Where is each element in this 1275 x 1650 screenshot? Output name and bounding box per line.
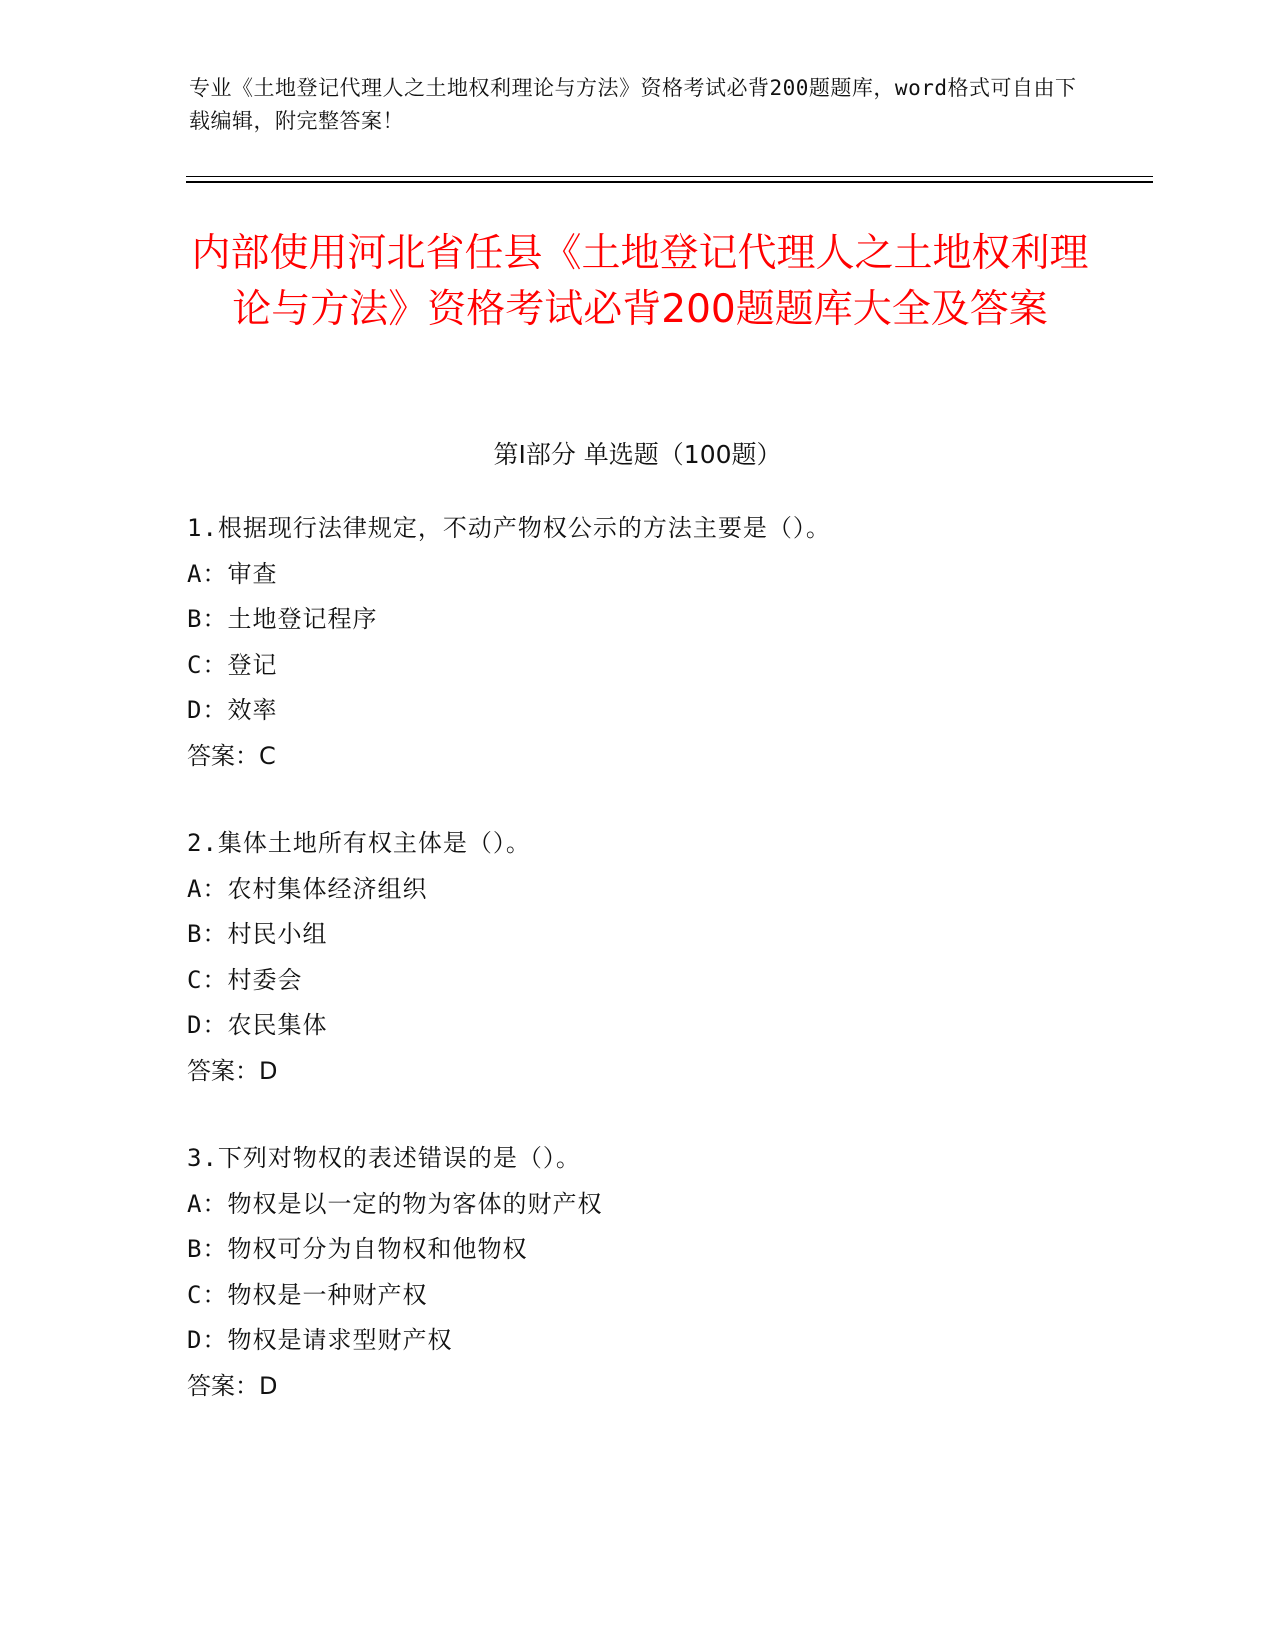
option-a: A：物权是以一定的物为客体的财产权 (187, 1189, 603, 1218)
option-a: A：农村集体经济组织 (187, 874, 428, 903)
question-stem: 3.下列对物权的表述错误的是（）。 (187, 1144, 581, 1172)
header-rule-thick (186, 181, 1153, 183)
option-d: D：效率 (187, 696, 278, 724)
question-block-1 (187, 506, 1087, 779)
header-rule-thin (186, 176, 1153, 177)
answer-line: 答案：D (187, 1371, 278, 1400)
option-c: C：村委会 (187, 965, 303, 994)
question-block-2 (187, 821, 1087, 1094)
question-stem: 2.集体土地所有权主体是（）。 (187, 829, 531, 857)
option-c: C：物权是一种财产权 (187, 1280, 428, 1309)
section-heading: 第Ⅰ部分 单选题（100题） (493, 440, 782, 469)
option-a: A：审查 (187, 559, 278, 588)
option-b: B：土地登记程序 (187, 605, 378, 633)
option-b: B：物权可分为自物权和他物权 (187, 1235, 528, 1263)
option-d: D：农民集体 (187, 1011, 328, 1039)
document-title: 内部使用河北省任县《土地登记代理人之土地权利理论与方法》资格考试必背200题题库大全及答案 (191, 231, 1089, 332)
answer-line: 答案：D (187, 1056, 278, 1085)
question-stem: 1.根据现行法律规定，不动产物权公示的方法主要是（）。 (187, 514, 831, 542)
option-d: D：物权是请求型财产权 (187, 1326, 453, 1354)
question-block-3 (187, 1136, 1087, 1409)
answer-line: 答案：C (187, 741, 276, 770)
option-b: B：村民小组 (187, 920, 328, 948)
header-note: 专业《土地登记代理人之土地权利理论与方法》资格考试必背200题题库，word格式可自由下载编辑，附完整答案！ (189, 76, 1077, 133)
option-c: C：登记 (187, 650, 278, 679)
